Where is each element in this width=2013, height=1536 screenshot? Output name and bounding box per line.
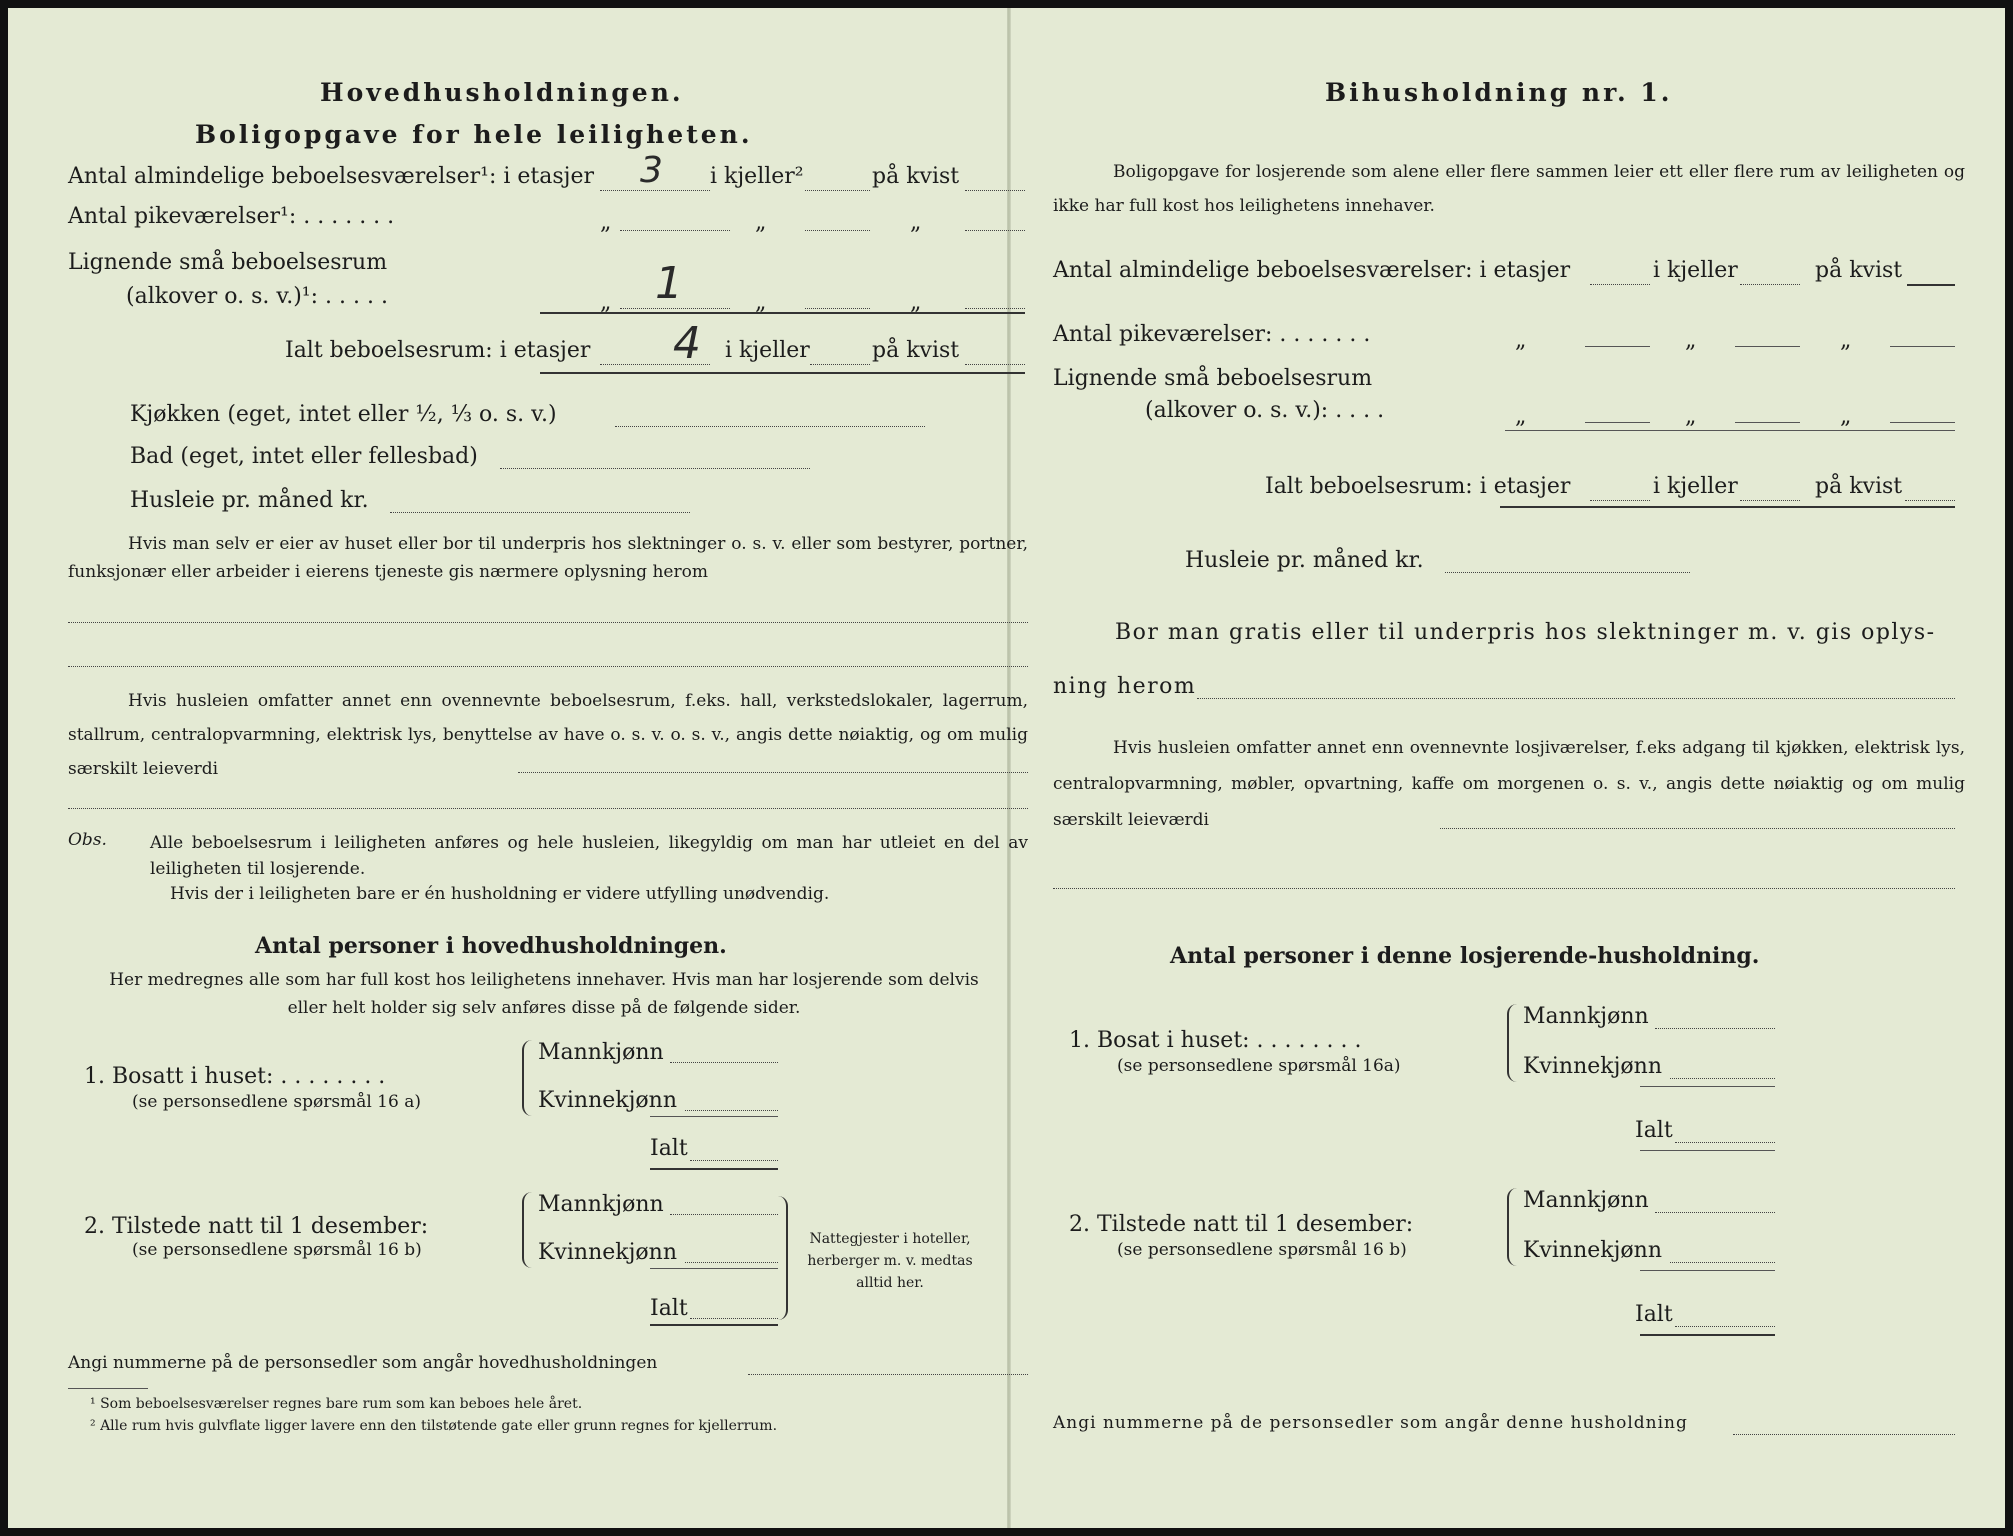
left-row3-kvist-field[interactable]: [965, 308, 1025, 309]
left-natt-note: Nattegjester i hoteller, herberger m. v. medtas alltid her.: [807, 1231, 973, 1291]
left-item1-kvinne-field[interactable]: [685, 1110, 778, 1111]
right-page-bihusholdning: [1045, 0, 1965, 1536]
right-item1-label: 1. Bosat i huset: . . . . . . . .: [1069, 1028, 1362, 1053]
left-item2-kvinne-field[interactable]: [685, 1262, 778, 1263]
right-item2-mann-field[interactable]: [1655, 1212, 1775, 1213]
right-row2-etasjer-field[interactable]: [1585, 346, 1650, 347]
left-row3-etasjer-value: 1: [655, 258, 683, 309]
left-row2-ditto-3: „: [910, 210, 922, 235]
right-row4-kvist-field[interactable]: [1905, 500, 1955, 501]
left-natt-brace: [774, 1196, 788, 1320]
right-sum-line: [1505, 430, 1955, 431]
left-footnote-rule: [68, 1388, 148, 1389]
right-item2-kvinne-label: Kvinnekjønn: [1523, 1238, 1662, 1263]
left-item1-kvinne-label: Kvinnekjønn: [538, 1088, 677, 1113]
right-leieverdi-field-2[interactable]: [1053, 888, 1955, 889]
right-item2-label: 2. Tilstede natt til 1 desember:: [1069, 1212, 1414, 1237]
left-row2-ditto-2: „: [755, 210, 767, 235]
right-row3-ditto-2: „: [1685, 404, 1697, 429]
right-item1-brace: [1507, 1004, 1521, 1082]
left-item1-sub: (se personsedlene spørsmål 16 a): [132, 1092, 421, 1112]
right-gratis-line-b: ning herom: [1053, 674, 1197, 699]
left-item1-ialt-label: Ialt: [650, 1136, 688, 1161]
right-husleie-field[interactable]: [1445, 572, 1690, 573]
left-leieverdi-field-2[interactable]: [68, 808, 1028, 809]
left-item2-ialt-label: Ialt: [650, 1296, 688, 1321]
left-item1-sum-line: [650, 1116, 778, 1117]
left-angi-label: Angi nummerne på de personsedler som angår hovedhusholdningen: [68, 1353, 658, 1373]
left-leieverdi-field[interactable]: [518, 772, 1028, 773]
right-item2-ialt-field[interactable]: [1675, 1326, 1775, 1327]
left-row4-kjeller-label: i kjeller: [725, 338, 810, 363]
left-bad-label: Bad (eget, intet eller fellesbad): [130, 444, 478, 469]
left-title: Hovedhusholdningen.: [320, 78, 684, 107]
left-row4-etasjer-value: 4: [673, 318, 701, 369]
left-sum-line: [540, 312, 1025, 314]
left-item1-ialt-underline: [650, 1168, 778, 1170]
right-item1-ialt-underline: [1640, 1150, 1775, 1151]
left-row1-kjeller-field[interactable]: [805, 190, 870, 191]
left-row1-label: Antal almindelige beboelsesværelser¹: i etasjer: [68, 164, 595, 189]
left-item2-label: 2. Tilstede natt til 1 desember:: [84, 1214, 429, 1239]
right-item1-kvinne-label: Kvinnekjønn: [1523, 1054, 1662, 1079]
left-item1-mann-label: Mannkjønn: [538, 1040, 664, 1065]
left-row4-label: Ialt beboelsesrum: i etasjer: [285, 338, 591, 363]
right-item1-sum-line: [1640, 1086, 1775, 1087]
right-item1-ialt-label: Ialt: [1635, 1118, 1673, 1143]
right-gratis-line-a: Bor man gratis eller til underpris hos slektninger m. v. gis oplys-: [1115, 620, 1936, 645]
right-husleie-label: Husleie pr. måned kr.: [1185, 548, 1424, 573]
right-row2-kjeller-field[interactable]: [1735, 346, 1800, 347]
right-row3-label-b: (alkover o. s. v.): . . . .: [1145, 398, 1385, 423]
left-row4-underline: [540, 372, 1025, 374]
right-item2-mann-label: Mannkjønn: [1523, 1188, 1649, 1213]
left-item2-ialt-underline: [650, 1324, 778, 1326]
left-row3-label-b: (alkover o. s. v.)¹: . . . . .: [126, 284, 388, 309]
left-row2-kjeller-field[interactable]: [805, 230, 870, 231]
right-title: Bihusholdning nr. 1.: [1325, 78, 1673, 107]
left-item2-mann-label: Mannkjønn: [538, 1192, 664, 1217]
left-husleie-label: Husleie pr. måned kr.: [130, 488, 369, 513]
left-row1-kvist-label: på kvist: [872, 164, 960, 189]
left-row3-ditto-1: „: [600, 290, 612, 315]
left-page-hovedhusholdning: [60, 0, 1028, 1536]
right-row1-kjeller-field[interactable]: [1740, 284, 1800, 285]
right-row1-kvist-label: på kvist: [1815, 258, 1903, 283]
left-obs-text2: Hvis der i leiligheten bare er én husholdning er videre utfylling unødvendig.: [170, 884, 830, 904]
left-row1-kjeller-label: i kjeller²: [710, 164, 804, 189]
right-row3-etasjer-field[interactable]: [1585, 422, 1650, 423]
right-row1-kjeller-label: i kjeller: [1653, 258, 1738, 283]
left-item2-mann-field[interactable]: [670, 1214, 778, 1215]
left-eier-field-2[interactable]: [68, 666, 1028, 667]
right-row4-label: Ialt beboelsesrum: i etasjer: [1265, 474, 1571, 499]
left-row2-etasjer-field[interactable]: [620, 230, 730, 231]
left-row2-kvist-field[interactable]: [965, 230, 1025, 231]
right-angi-label: Angi nummerne på de personsedler som angår denne husholdning: [1053, 1413, 1688, 1433]
left-item2-brace: [522, 1192, 536, 1268]
right-row2-ditto-3: „: [1840, 328, 1852, 353]
left-item2-sum-line: [650, 1268, 778, 1269]
right-item2-ialt-underline: [1640, 1334, 1775, 1336]
left-subtitle: Boligopgave for hele leiligheten.: [195, 120, 753, 149]
right-item2-kvinne-field[interactable]: [1670, 1262, 1775, 1263]
right-row4-kjeller-label: i kjeller: [1653, 474, 1738, 499]
left-row3-label-a: Lignende små beboelsesrum: [68, 250, 388, 275]
right-item2-brace: [1507, 1188, 1521, 1266]
right-item1-mann-field[interactable]: [1655, 1028, 1775, 1029]
left-footnote-1: ¹ Som beboelsesværelser regnes bare rum som kan beboes hele året.: [90, 1396, 583, 1412]
left-kjokken-field[interactable]: [615, 426, 925, 427]
left-item1-ialt-field[interactable]: [690, 1160, 778, 1161]
left-row1-etasjer-value: 3: [640, 150, 663, 191]
right-row1-etasjer-field[interactable]: [1590, 284, 1650, 285]
left-eier-note: Hvis man selv er eier av huset eller bor til underpris hos slektninger o. s. v. eller som bestyrer, portner, funksjonær eller arbeider i eierens tjeneste gis nærmere oplysning herom: [68, 534, 1028, 582]
left-footnote-2: ² Alle rum hvis gulvflate ligger lavere enn den tilstøtende gate eller grunn regnes for kjellerrum.: [90, 1418, 778, 1434]
right-row3-ditto-3: „: [1840, 404, 1852, 429]
right-row3-kjeller-field[interactable]: [1735, 422, 1800, 423]
left-item2-kvinne-label: Kvinnekjønn: [538, 1240, 677, 1265]
left-row4-kvist-label: på kvist: [872, 338, 960, 363]
right-husleien-note: Hvis husleien omfatter annet enn ovennevnte losjiværelser, f.eks adgang til kjøkken, elektrisk lys, centralopvarmning, møbler, opvartning, kaffe om morgenen o. s. v., angis dette nøiaktig og om mulig særskilt leieværdi: [1053, 738, 1965, 830]
right-item2-sum-line: [1640, 1270, 1775, 1271]
right-item1-mann-label: Mannkjønn: [1523, 1004, 1649, 1029]
left-row3-ditto-3: „: [910, 290, 922, 315]
left-item1-brace: [522, 1040, 536, 1116]
left-eier-field-1[interactable]: [68, 622, 1028, 623]
left-item1-mann-field[interactable]: [670, 1062, 778, 1063]
right-leieverdi-field[interactable]: [1440, 828, 1955, 829]
right-row4-kvist-label: på kvist: [1815, 474, 1903, 499]
right-item1-ialt-field[interactable]: [1675, 1142, 1775, 1143]
left-row4-kjeller-field[interactable]: [810, 364, 870, 365]
left-obs-label: Obs.: [68, 830, 107, 850]
right-row4-kjeller-field[interactable]: [1740, 500, 1800, 501]
left-husleie-field[interactable]: [390, 512, 690, 513]
right-row1-kvist-field[interactable]: [1907, 284, 1955, 286]
left-row1-kvist-field[interactable]: [965, 190, 1025, 191]
right-item1-sub: (se personsedlene spørsmål 16a): [1117, 1056, 1401, 1076]
left-bad-field[interactable]: [500, 468, 810, 469]
left-row2-label: Antal pikeværelser¹: . . . . . . .: [68, 204, 395, 229]
left-row4-kvist-field[interactable]: [965, 364, 1025, 365]
left-persons-note: Her medregnes alle som har full kost hos leilighetens innehaver. Hvis man har losjerende som delvis eller helt holder sig selv anføres disse på de følgende sider.: [109, 970, 979, 1018]
left-obs-text: Alle beboelsesrum i leiligheten anføres og hele husleien, likegyldig om man har utleiet en del av leiligheten til losjerende.: [150, 833, 1028, 879]
left-husleien-note: Hvis husleien omfatter annet enn ovennevnte beboelsesrum, f.eks. hall, verkstedslokaler, lagerrum, stallrum, centralopvarmning, elektrisk lys, benyttelse av have o. s. v. o. s. v., angis dette nøiaktig, og om mulig særskilt leieverdi: [68, 691, 1028, 779]
right-item1-kvinne-field[interactable]: [1670, 1078, 1775, 1079]
right-row4-etasjer-field[interactable]: [1590, 500, 1650, 501]
right-row4-underline: [1500, 506, 1955, 508]
left-persons-title: Antal personer i hovedhusholdningen.: [255, 933, 727, 959]
right-intro: Boligopgave for losjerende som alene eller flere sammen leier ett eller flere rum av leiligheten og ikke har full kost hos leilighetens innehaver.: [1053, 162, 1965, 216]
right-row2-ditto-2: „: [1685, 328, 1697, 353]
left-row2-ditto-1: „: [600, 210, 612, 235]
left-item2-ialt-field[interactable]: [690, 1318, 778, 1319]
right-row1-label: Antal almindelige beboelsesværelser: i etasjer: [1053, 258, 1571, 283]
right-row2-kvist-field[interactable]: [1890, 346, 1955, 347]
left-row3-kjeller-field[interactable]: [805, 308, 870, 309]
right-row3-kvist-field[interactable]: [1890, 422, 1955, 423]
left-kjokken-label: Kjøkken (eget, intet eller ½, ⅓ o. s. v.): [130, 402, 557, 427]
left-angi-field[interactable]: [748, 1374, 1028, 1375]
right-row2-label: Antal pikeværelser: . . . . . . .: [1053, 322, 1371, 347]
right-row3-ditto-1: „: [1515, 404, 1527, 429]
left-row3-ditto-2: „: [755, 290, 767, 315]
right-row3-label-a: Lignende små beboelsesrum: [1053, 366, 1373, 391]
right-item2-sub: (se personsedlene spørsmål 16 b): [1117, 1240, 1407, 1260]
right-persons-title: Antal personer i denne losjerende-husholdning.: [1170, 943, 1760, 969]
right-angi-field[interactable]: [1733, 1434, 1955, 1435]
right-item2-ialt-label: Ialt: [1635, 1302, 1673, 1327]
left-item2-sub: (se personsedlene spørsmål 16 b): [132, 1240, 422, 1260]
left-item1-label: 1. Bosatt i huset: . . . . . . . .: [84, 1064, 386, 1089]
right-row2-ditto-1: „: [1515, 328, 1527, 353]
right-gratis-field[interactable]: [1197, 698, 1955, 699]
